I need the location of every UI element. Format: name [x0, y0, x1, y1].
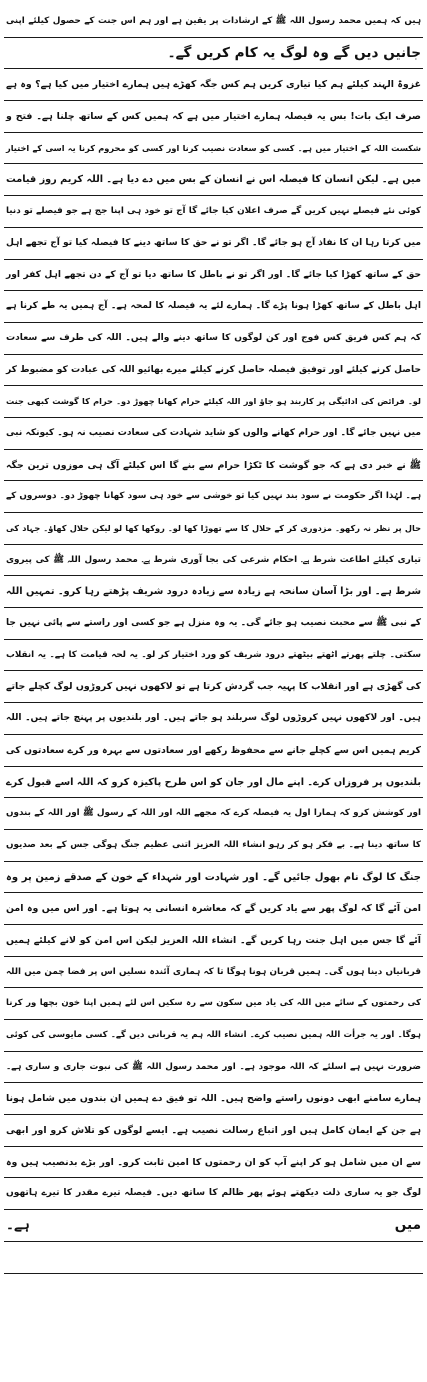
text-line: جانیں دیں گے وہ لوگ یہ کام کریں گے۔ — [4, 38, 423, 70]
text-line: میں نہیں جائے گا۔ اور حرام کھانے والوں کو شاید شہادت کی سعادت نصیب نہ ہو۔ کیونکہ نبی — [4, 418, 423, 450]
text-line: ہیں۔ اور لاکھوں نہیں کروڑوں لوگ سربلند ہو جاتے ہیں۔ اور بلندیوں پر پہنچ جاتے ہیں۔ اللہ — [4, 703, 423, 735]
text-line — [4, 1242, 423, 1274]
text-line: میں ہے۔ لیکن انسان کا فیصلہ اس نے انسان کے بس میں دے دیا ہے۔ اللہ کریم روز قیامت — [4, 164, 423, 196]
text-line: غزوۃ الہند کیلئے ہم کیا تیاری کریں ہم کس جگہ کھڑے ہیں ہمارے اختیار میں کیا ہے؟ وہ ہے — [4, 69, 423, 101]
text-line: ہے۔ لہٰذا اگر حکومت نے سود بند نہیں کیا تو خوشی سے خود ہی سود کھانا چھوڑ دو۔ دوسروں کے — [4, 481, 423, 513]
text-line: لو۔ فرائض کی ادائیگی پر کاربند ہو جاؤ اور اللہ کیلئے حرام کھانا چھوڑ دو۔ حرام کا گوشت کبھی جنت — [4, 386, 423, 418]
text-line: صرف ایک بات! بس یہ فیصلہ ہمارے اختیار میں ہے کہ ہمیں کس کے ساتھ چلنا ہے۔ فتح و — [4, 101, 423, 133]
text-line: ہیں کہ ہمیں محمد رسول اللہ ﷺ کے ارشادات پر یقین ہے اور ہم اس جنت کے حصول کیلئے اپنی — [4, 6, 423, 38]
text-line: میں ہے۔ — [4, 1210, 423, 1242]
text-line: جنگ کا لوگ نام بھول جائیں گے۔ اور شہادت اور شہداء کے خون کے صدقے زمین پر وہ — [4, 862, 423, 894]
text-line: قربانیاں دینا ہوں گی۔ ہمیں قربان ہونا ہوگا تا کہ ہماری آئندہ نسلیں اس پر فضا چمن میں اللہ — [4, 957, 423, 989]
text-line: کریم ہمیں اس سے کچلے جانے سے محفوظ رکھے اور سعادتوں سے بہرہ ور کرے سعادتوں کی — [4, 735, 423, 767]
text-line: ہے جن کے ایمان کامل ہیں اور اتباع رسالت نصیب ہے۔ ایسے لوگوں کو تلاش کرو اور ابھی — [4, 1115, 423, 1147]
text-line: لوگ جو یہ ساری ذلت دیکھتے ہوئے پھر ظالم کا ساتھ دیں۔ فیصلہ تیرے مقدر کا تیرے ہاتھوں — [4, 1178, 423, 1210]
text-line: ہوگا۔ اور یہ جرأت اللہ ہمیں نصیب کرے۔ انشاء اللہ ہم یہ قربانی دیں گے۔ کسی مایوسی کی کوئی — [4, 1020, 423, 1052]
text-line: آئے گا جس میں اہل جنت رہا کریں گے۔ انشاء اللہ العزیز لیکن اس امن کو لانے کیلئے ہمیں — [4, 925, 423, 957]
text-line: شرط ہے۔ اور بڑا آسان سانحہ ہے زیادہ سے زیادہ درود شریف پڑھتے رہا کرو۔ تمہیں اللہ — [4, 576, 423, 608]
text-line: شکست اللہ کے اختیار میں ہے۔ کسی کو سعادت نصیب کرنا اور کسی کو محروم کرنا یہ اسی کے اختیار — [4, 133, 423, 165]
text-line: کا ساتھ دینا ہے۔ بے فکر ہو کر رہو انشاء اللہ العزیز اتنی عظیم جنگ ہوگی جس کے بعد صدیوں — [4, 830, 423, 862]
text-line: میں کرتا رہا ان کا نفاذ آج ہو جائے گا۔ اگر تو نے حق کا ساتھ دینے کا فیصلہ کیا تو آج تجھے اہل — [4, 228, 423, 260]
text-line: بلندیوں پر فروزاں کرے۔ اپنے مال اور جان کو اس طرح پاکیزہ کرو کہ اللہ اسے قبول کرے — [4, 767, 423, 799]
text-line: ﷺ نے خبر دی ہے کہ جو گوشت کا ٹکڑا حرام سے بنے گا اس کیلئے آگ ہی موزوں ترین جگہ — [4, 450, 423, 482]
text-line: سے ان میں شامل ہو کر اپنے آپ کو ان رحمتوں کا امین ثابت کرو۔ اور بڑے بدنصیب ہیں وہ — [4, 1147, 423, 1179]
text-line: کے نبی ﷺ سے محبت نصیب ہو جائے گی۔ یہ وہ منزل ہے جو کسی اور راستے سے پائی نہیں جا — [4, 608, 423, 640]
text-line: اور کوشش کرو کہ ہمارا اول یہ فیصلہ کرے کہ مجھے اللہ اور اللہ کے رسول ﷺ اور اللہ کے بندوں — [4, 798, 423, 830]
text-line: اہل باطل کے ساتھ کھڑا ہونا پڑے گا۔ ہمارے لئے یہ فیصلہ کا لمحہ ہے۔ آج ہمیں یہ طے کرنا ہے — [4, 291, 423, 323]
text-line: کی رحمتوں کے سائے میں اللہ کی یاد میں سکون سے رہ سکیں اس لئے ہمیں اپنا خون بچھا ور کرنا — [4, 988, 423, 1020]
text-line: حال پر نظر نہ رکھو۔ مزدوری کر کے حلال کا سے تھوڑا کھا لو۔ روکھا کھا لو لیکن حلال کھاؤ۔ جہاد کی — [4, 513, 423, 545]
text-line: کی گھڑی ہے اور انقلاب کا پہیہ جب گردش کرتا ہے تو لاکھوں نہیں کروڑوں لوگ کچلے جاتے — [4, 671, 423, 703]
text-line: ضرورت نہیں ہے اسلئے کہ اللہ موجود ہے۔ اور محمد رسول اللہ ﷺ کی نبوت جاری و ساری ہے۔ — [4, 1052, 423, 1084]
text-line: حاصل کرنے کیلئے اور توفیق فیصلہ حاصل کرنے کیلئے میرے بھائیو اللہ کی عبادت کو مضبوط کر — [4, 355, 423, 387]
text-line: ہمارے سامنے ابھی دونوں راستے واضح ہیں۔ اللہ تو فیق دے ہمیں ان بندوں میں شامل ہونا — [4, 1083, 423, 1115]
text-line: حق کے ساتھ کھڑا کیا جائے گا۔ اور اگر تو نے باطل کا ساتھ دیا تو آج کے دن تجھے اہل کفر اور — [4, 260, 423, 292]
text-line: امن آئے گا کہ لوگ پھر سے یاد کریں گے کہ معاشرہ انسانی یہ ہوتا ہے۔ اور اس میں وہ امن — [4, 893, 423, 925]
text-line: سکتی۔ چلتے پھرتے اٹھتے بیٹھتے درود شریف کو ورد اختیار کر لو۔ یہ لحہ قیامت کا ہے۔ یہ انقلاب — [4, 640, 423, 672]
text-line: کہ ہم کس فریق کس فوج اور کن لوگوں کا ساتھ دینے والے ہیں۔ اللہ کی طرف سے سعادت — [4, 323, 423, 355]
text-line: تیاری کیلئے اطاعت شرط ہے۔ احکام شرعی کی بجا آوری شرط ہے۔ محمد رسول اللہ ﷺ کی پیروی — [4, 545, 423, 577]
text-line: کوئی نئے فیصلے نہیں کریں گے صرف اعلان کیا جائے گا آج تو خود ہی اپنا جج ہے جو فیصلے تو دنیا — [4, 196, 423, 228]
